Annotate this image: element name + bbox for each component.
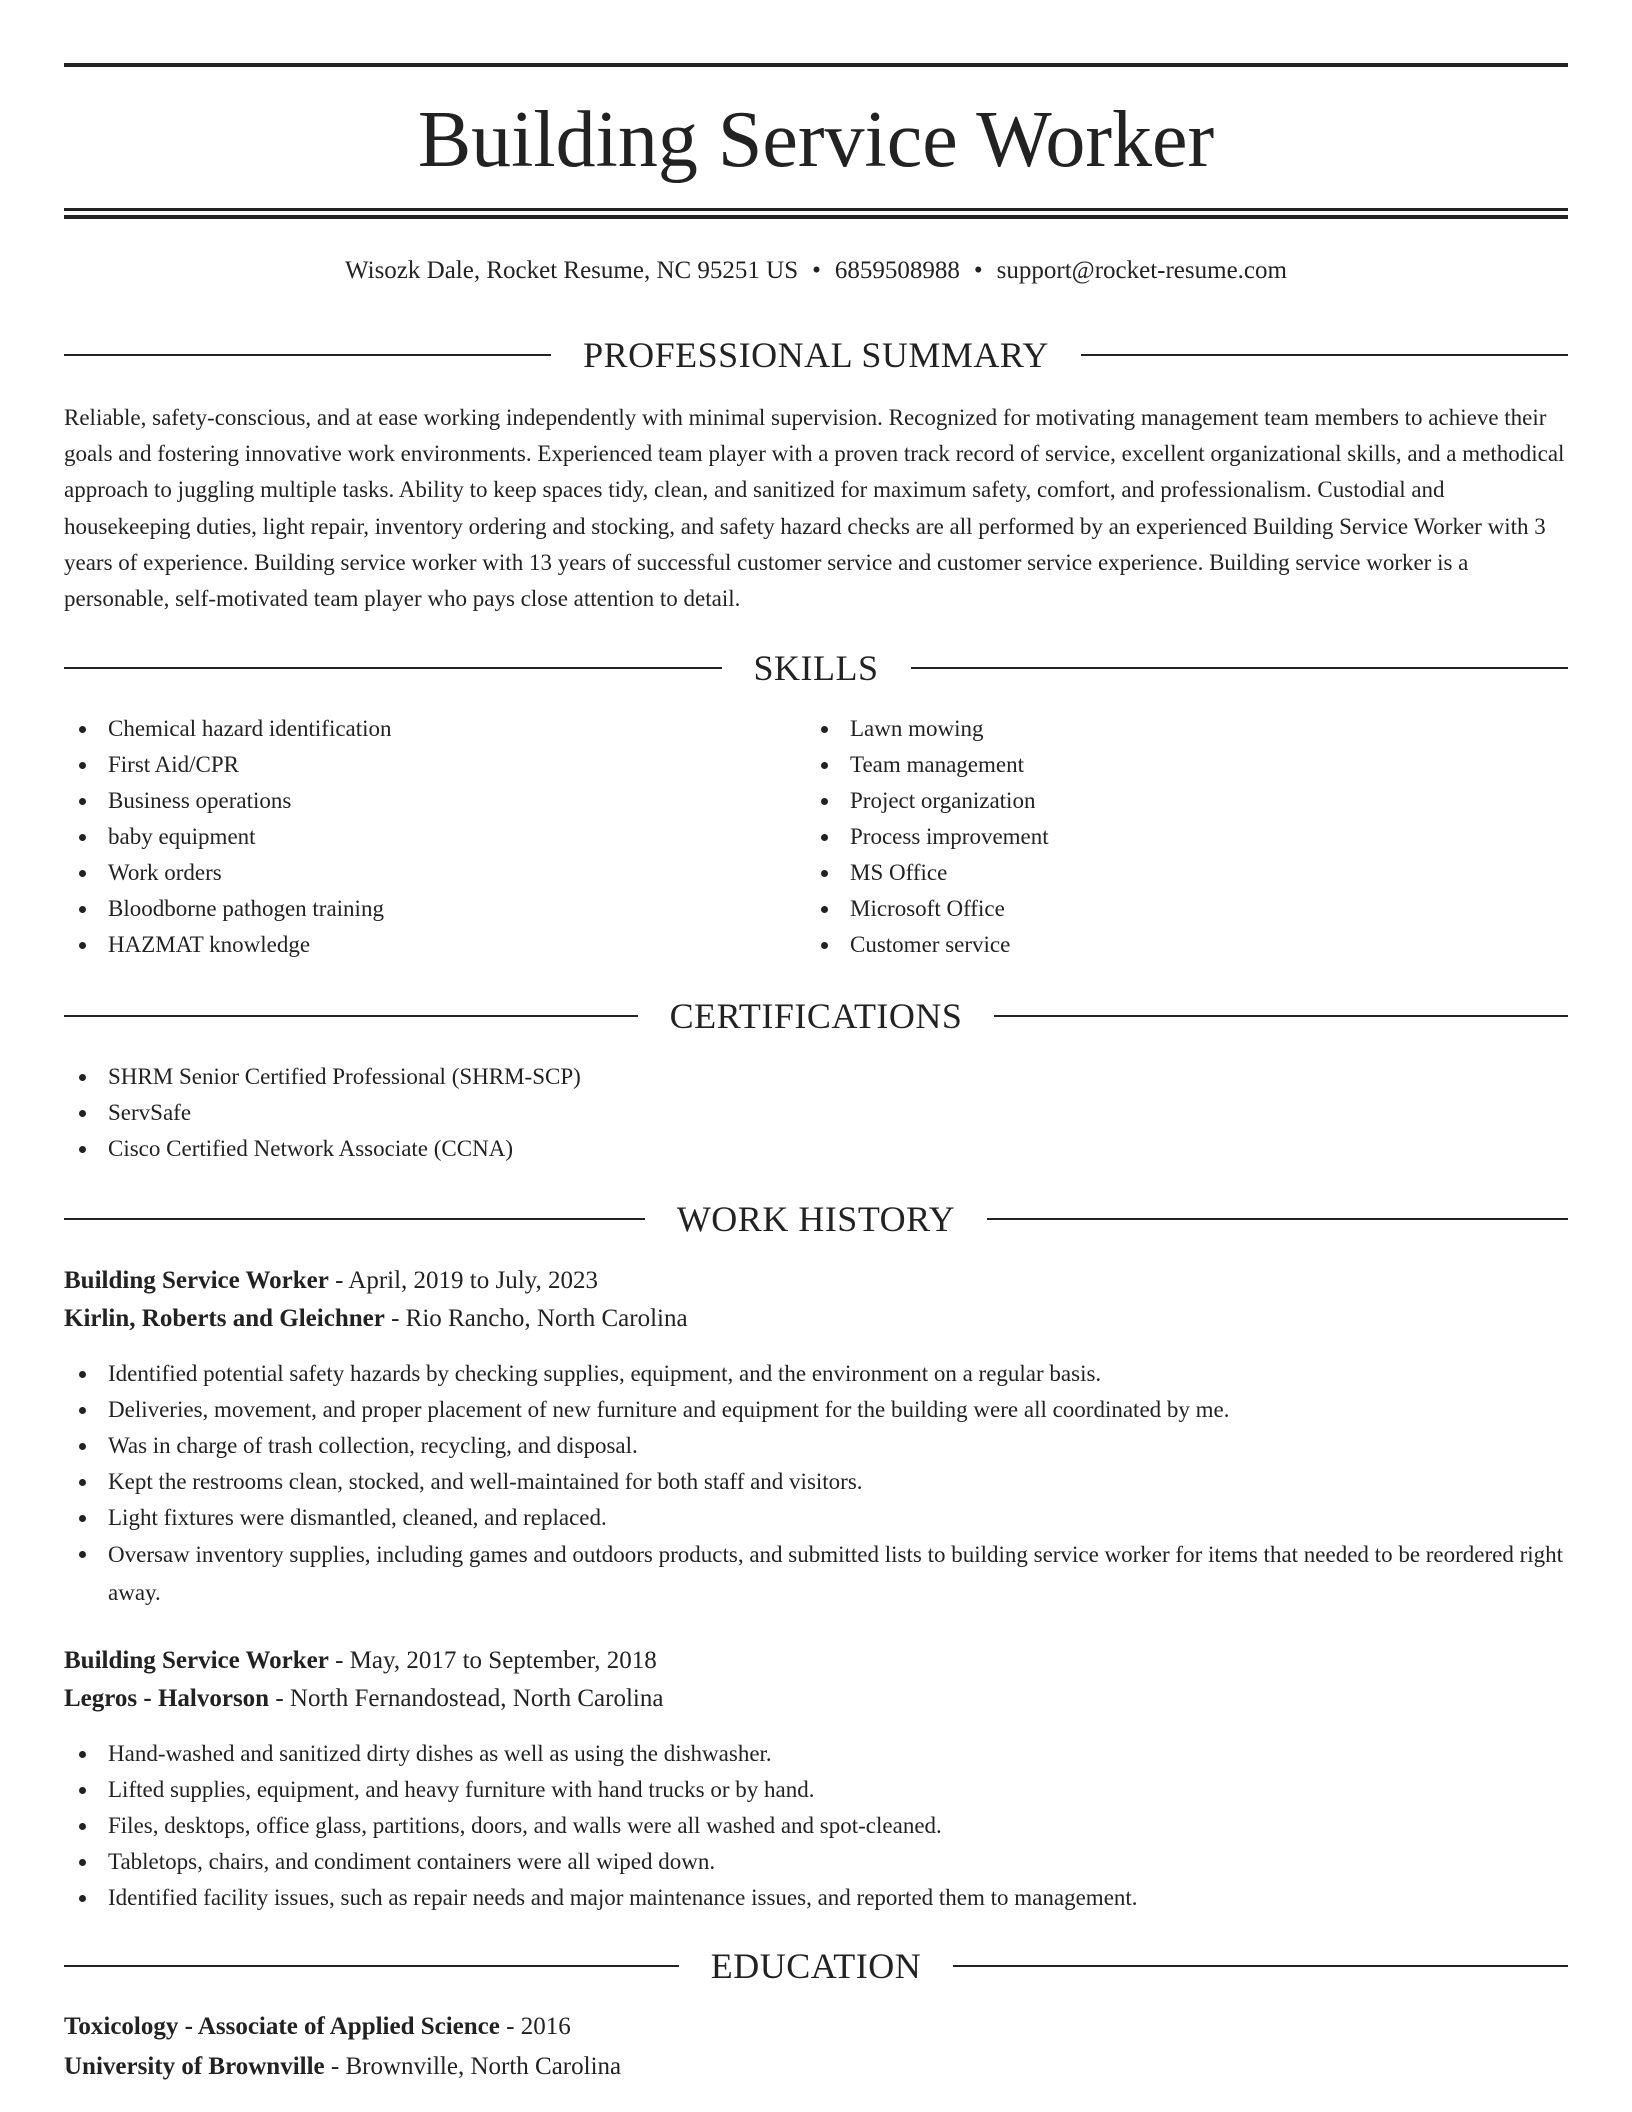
section-heading-work-history (64, 1199, 1568, 1239)
certifications-list (64, 1059, 1568, 1167)
heading-rule (64, 1218, 645, 1220)
skill-item: Process improvement (806, 819, 1506, 855)
job-duty-item: Tabletops, chairs, and condiment containers were all wiped down. (64, 1844, 1568, 1880)
job-duty-item: Light fixtures were dismantled, cleaned, and replaced. (64, 1500, 1568, 1536)
section-title: PROFESSIONAL SUMMARY (583, 335, 1049, 375)
section-title: EDUCATION (710, 1946, 922, 1986)
header-top-rule (64, 63, 1568, 67)
job-company-line (64, 1300, 1568, 1338)
header-double-rule-upper (64, 208, 1568, 211)
job-company-line (64, 1680, 1568, 1718)
skill-item: Work orders (64, 855, 764, 891)
job-dates: - April, 2019 to July, 2023 (328, 1267, 599, 1294)
education-year: - 2016 (499, 2013, 571, 2040)
heading-rule (994, 1015, 1568, 1017)
contact-email: support@rocket-resume.com (996, 257, 1287, 284)
section-heading-certifications (64, 996, 1568, 1036)
job-dates: - May, 2017 to September, 2018 (328, 1647, 657, 1674)
education-degree-line (64, 2008, 1568, 2046)
job-duty-item: Identified potential safety hazards by checking supplies, equipment, and the environment on a regular basis. (64, 1356, 1568, 1392)
heading-rule (953, 1965, 1568, 1967)
heading-rule (987, 1218, 1568, 1220)
summary-paragraph: Reliable, safety-conscious, and at ease working independently with minimal supervision. Recognized for motivating management team members to achieve their goals and fostering innovative work environments. Experienced team player with a proven track record of service, excellent organizational skills, and a methodical approach to juggling multiple tasks. Ability to keep spaces tidy, clean, and sanitized for maximum safety, comfort, and professionalism. Custodial and housekeeping duties, light repair, inventory ordering and stocking, and safety hazard checks are all performed by an experienced Building Service Worker with 3 years of experience. Building service worker with 13 years of successful customer service and customer service experience. Building service worker is a personable, self-motivated team player who pays close attention to detail. (64, 405, 1565, 612)
job-duty-item: Files, desktops, office glass, partitions, doors, and walls were all washed and spot-cleaned. (64, 1808, 1568, 1844)
certification-item: Cisco Certified Network Associate (CCNA) (64, 1131, 1568, 1167)
education-school: University of Brownville (64, 2053, 325, 2080)
section-heading-summary (64, 335, 1568, 375)
job-title: Building Service Worker (64, 1647, 329, 1674)
section-heading-education (64, 1946, 1568, 1986)
heading-rule (64, 1015, 638, 1017)
skill-item: Lawn mowing (806, 711, 1506, 747)
job-duty-item: Oversaw inventory supplies, including games and outdoors products, and submitted lists to building service worker for items that needed to be reordered right away. (64, 1536, 1568, 1612)
contact-separator: • (973, 257, 983, 284)
job-duty-item: Hand-washed and sanitized dirty dishes as well as using the dishwasher. (64, 1736, 1568, 1772)
job-duties-list (64, 1356, 1568, 1612)
header-double-rule-lower (64, 215, 1568, 219)
job-title: Building Service Worker (64, 1267, 329, 1294)
heading-rule (64, 667, 722, 669)
skill-item: MS Office (806, 855, 1506, 891)
skill-item: Business operations (64, 783, 764, 819)
skills-list-right (806, 711, 1506, 963)
education-location: - Brownville, North Carolina (324, 2053, 622, 2080)
job-duty-item: Identified facility issues, such as repair needs and major maintenance issues, and reported them to management. (64, 1880, 1568, 1916)
job-company: Legros - Halvorson (64, 1685, 270, 1712)
heading-rule (64, 1965, 679, 1967)
skill-item: First Aid/CPR (64, 747, 764, 783)
education-school-line (64, 2048, 1568, 2086)
contact-phone: 6859508988 (834, 257, 960, 284)
job-duties-list (64, 1736, 1568, 1916)
section-title: WORK HISTORY (676, 1199, 956, 1239)
job-company: Kirlin, Roberts and Gleichner (64, 1305, 385, 1332)
skill-item: HAZMAT knowledge (64, 927, 764, 963)
contact-address: Wisozk Dale, Rocket Resume, NC 95251 US (345, 257, 799, 284)
skill-item: Microsoft Office (806, 891, 1506, 927)
skill-item: Chemical hazard identification (64, 711, 764, 747)
job-duty-item: Kept the restrooms clean, stocked, and well-maintained for both staff and visitors. (64, 1464, 1568, 1500)
certification-item: SHRM Senior Certified Professional (SHRM-SCP) (64, 1059, 1568, 1095)
certification-item: ServSafe (64, 1095, 1568, 1131)
skill-item: baby equipment (64, 819, 764, 855)
section-heading-skills (64, 648, 1568, 688)
job-location: - Rio Rancho, North Carolina (384, 1305, 688, 1332)
skill-item: Bloodborne pathogen training (64, 891, 764, 927)
job-duty-item: Was in charge of trash collection, recycling, and disposal. (64, 1428, 1568, 1464)
heading-rule (1081, 354, 1568, 356)
job-title-line (64, 1642, 1568, 1680)
section-title: SKILLS (753, 648, 879, 688)
contact-separator: • (812, 257, 821, 284)
job-duty-item: Deliveries, movement, and proper placement of new furniture and equipment for the building were all coordinated by me. (64, 1392, 1568, 1428)
contact-line (64, 254, 1568, 288)
job-duty-item: Lifted supplies, equipment, and heavy furniture with hand trucks or by hand. (64, 1772, 1568, 1808)
skill-item: Customer service (806, 927, 1506, 963)
skill-item: Team management (806, 747, 1506, 783)
section-title: CERTIFICATIONS (669, 996, 963, 1036)
skills-list-left (64, 711, 764, 963)
job-location: - North Fernandostead, North Carolina (269, 1685, 664, 1712)
skill-item: Project organization (806, 783, 1506, 819)
heading-rule (911, 667, 1569, 669)
heading-rule (64, 354, 551, 356)
job-title-line (64, 1262, 1568, 1300)
education-degree: Toxicology - Associate of Applied Science (64, 2013, 500, 2040)
resume-title: Building Service Worker (417, 96, 1215, 184)
